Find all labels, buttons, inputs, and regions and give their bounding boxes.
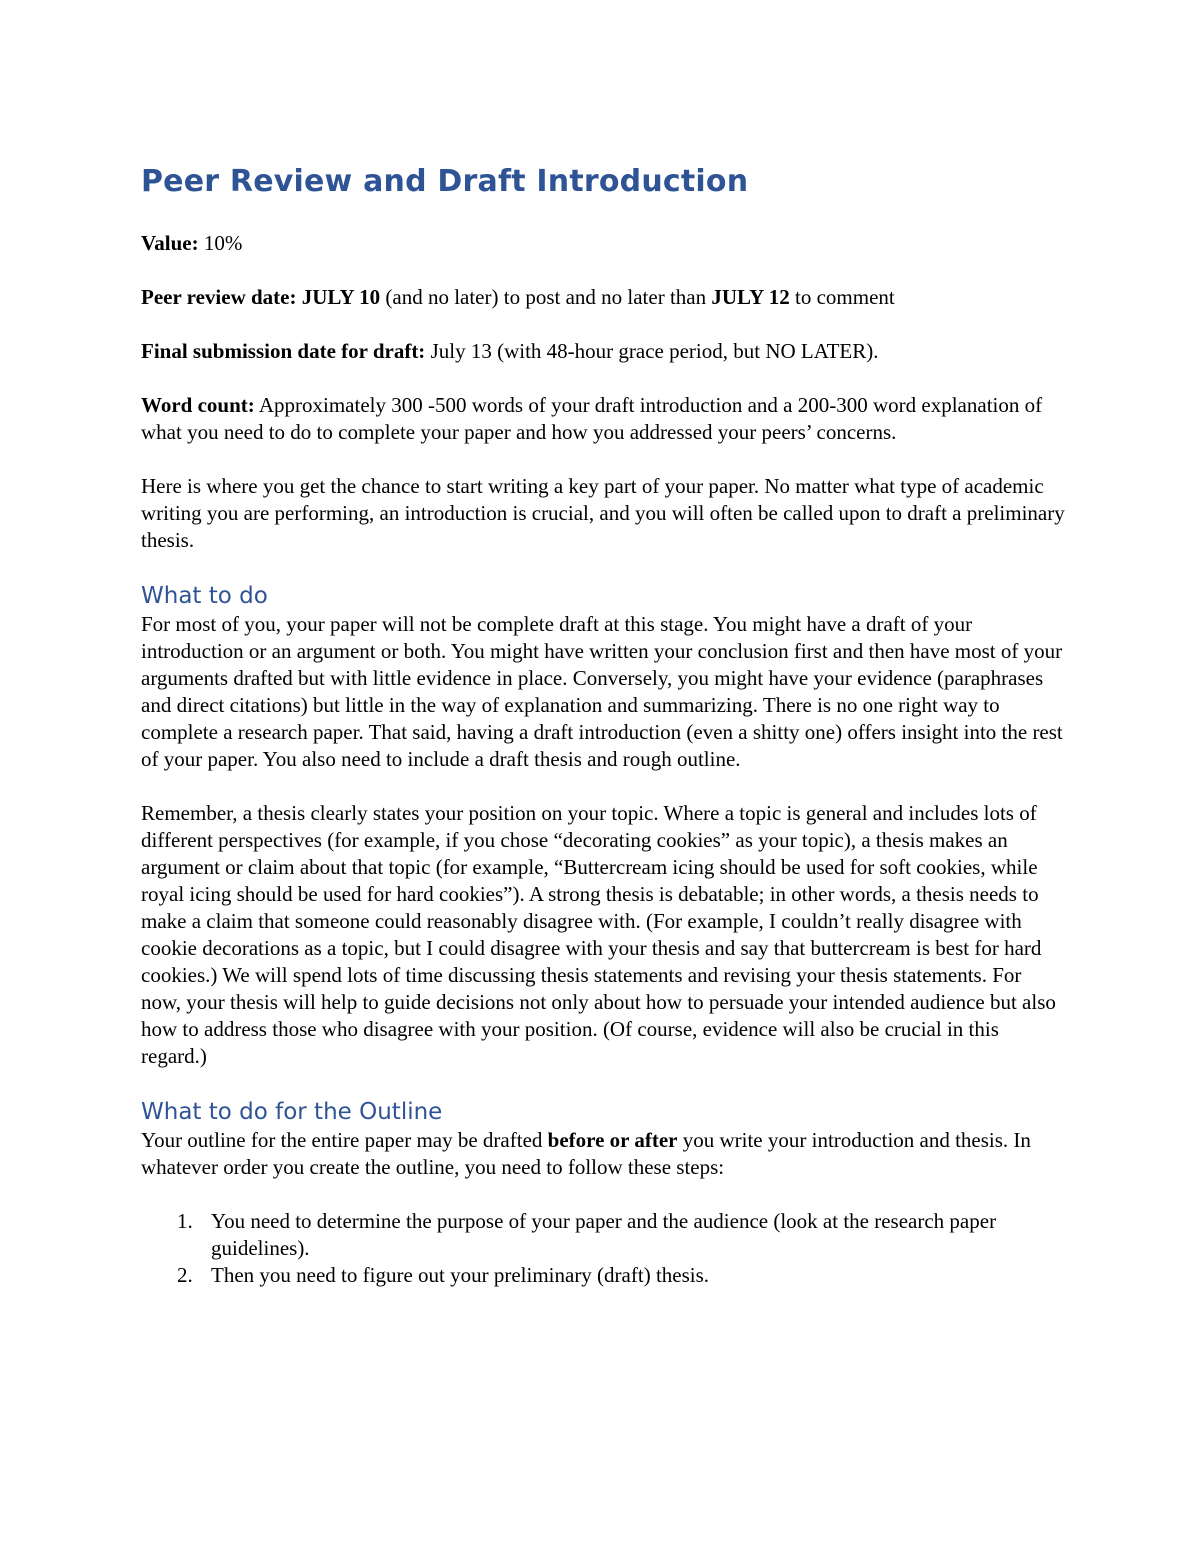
what-to-do-paragraph-1: For most of you, your paper will not be complete draft at this stage. You might have a draft of your introduction or an argument or both. You might have written your conclusion first and then have most of your arguments drafted but with little evidence in place. Conversely, you might have your evidence (paraphrases and direct citations) but little in the way of explanation and summarizing. There is no one right way to complete a research paper. That said, having a draft introduction (even a shitty one) offers insight into the rest of your paper. You also need to include a draft thesis and rough outline.	[141, 612, 1063, 771]
document-page	[141, 160, 1066, 1289]
list-item-number: 2.	[177, 1263, 193, 1287]
outline-steps-list	[141, 1208, 1066, 1289]
value-label: Value:	[141, 231, 199, 255]
intro-paragraph: Here is where you get the chance to start writing a key part of your paper. No matter what type of academic writing you are performing, an introduction is crucial, and you will often be called upon to draft a preliminary thesis.	[141, 474, 1065, 552]
outline-bold-text: before or after	[547, 1128, 678, 1152]
list-item-number: 1.	[177, 1209, 193, 1233]
peer-review-date-post: JULY 10	[301, 285, 381, 309]
peer-review-text-2: to comment	[789, 285, 895, 309]
outline-text-before: Your outline for the entire paper may be drafted	[141, 1128, 548, 1152]
what-to-do-paragraph-2: Remember, a thesis clearly states your position on your topic. Where a topic is general and includes lots of different perspectives (for example, if you chose “decorating cookies” as your topic), a thesis makes an argument or claim about that topic (for example, “Buttercream icing should be used for soft cookies, while royal icing should be used for hard cookies”). A strong thesis is debatable; in other words, a thesis needs to make a claim that someone could reasonably disagree with. (For example, I couldn’t really disagree with cookie decorations as a topic, but I could disagree with your thesis and say that buttercream is best for hard cookies.) We will spend lots of time discussing thesis statements and revising your thesis statements. For now, your thesis will help to guide decisions not only about how to persuade your intended audience but also how to address those who disagree with your position. (Of course, evidence will also be crucial in this regard.)	[141, 801, 1056, 1068]
word-count-label: Word count:	[141, 393, 255, 417]
peer-review-text-1: (and no later) to post and no later than	[380, 285, 712, 309]
list-item-text: Then you need to figure out your preliminary (draft) thesis.	[211, 1263, 710, 1287]
list-item-text: You need to determine the purpose of your paper and the audience (look at the research paper guidelines).	[211, 1209, 997, 1260]
peer-review-line	[141, 284, 1066, 311]
final-submission-line	[141, 338, 1066, 365]
peer-review-label: Peer review date:	[141, 285, 297, 309]
value-line	[141, 230, 1066, 257]
final-submission-label: Final submission date for draft:	[141, 339, 426, 363]
final-submission-text: July 13 (with 48-hour grace period, but NO LATER).	[425, 339, 879, 363]
outline-paragraph	[141, 1127, 1066, 1181]
value-text: 10%	[198, 231, 243, 255]
word-count-text: Approximately 300 -500 words of your draft introduction and a 200-300 word explanation of what you need to do to complete your paper and how you addressed your peers’ concerns.	[141, 393, 1043, 444]
document-title: Peer Review and Draft Introduction	[141, 164, 749, 199]
list-item	[141, 1262, 1066, 1289]
peer-review-date-comment: JULY 12	[711, 285, 790, 309]
list-item	[141, 1208, 1066, 1262]
outline-text-after: you write your introduction and thesis. In whatever order you create the outline, you need to follow these steps:	[141, 1128, 1031, 1179]
section-heading-what-to-do: What to do	[141, 583, 268, 609]
section-heading-outline: What to do for the Outline	[141, 1099, 443, 1125]
word-count-line	[141, 392, 1066, 446]
